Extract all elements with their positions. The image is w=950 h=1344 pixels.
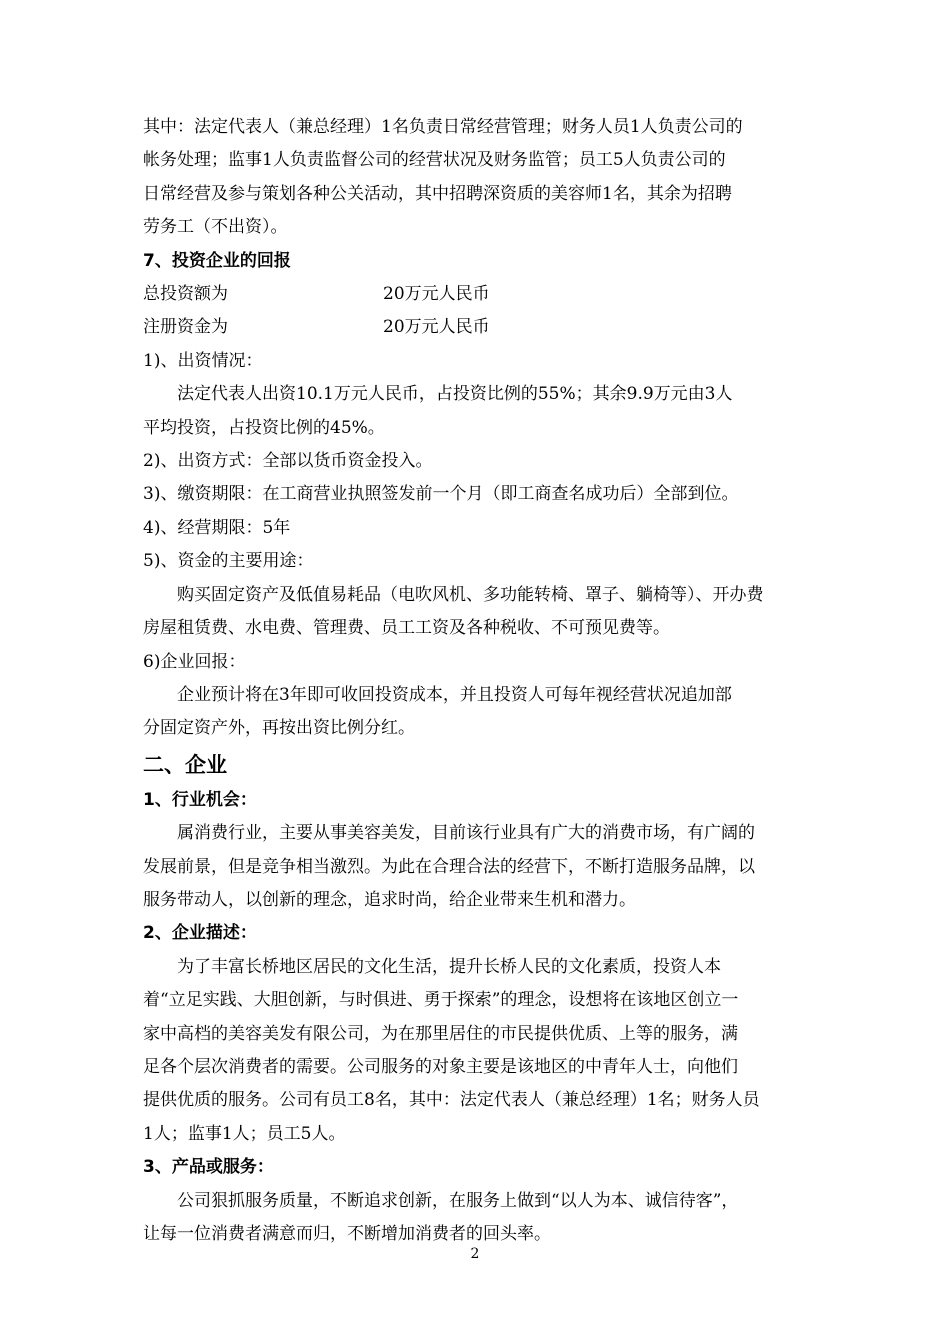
section-heading-2: 2、企业描述： bbox=[143, 923, 257, 944]
registered-capital-label: 注册资金为 bbox=[143, 317, 228, 338]
list-item: 6)企业回报： bbox=[143, 651, 246, 672]
page-number: 2 bbox=[470, 1246, 480, 1262]
registered-capital-row bbox=[143, 311, 808, 344]
total-investment-label: 总投资额为 bbox=[143, 284, 228, 305]
paragraph-line: 劳务工（不出资）。 bbox=[143, 217, 288, 238]
paragraph-line: 平均投资，占投资比例的45%。 bbox=[143, 417, 385, 438]
chapter-heading: 二、企业 bbox=[143, 752, 227, 777]
total-investment-value: 20万元人民币 bbox=[383, 284, 490, 305]
paragraph-line: 购买固定资产及低值易耗品（电吹风机、多功能转椅、罩子、躺椅等）、开办费 bbox=[177, 584, 764, 605]
section-heading-1: 1、行业机会： bbox=[143, 789, 257, 810]
total-investment-row bbox=[143, 278, 808, 311]
paragraph-line: 着“立足实践、大胆创新，与时俱进、勇于探索”的理念，设想将在该地区创立一 bbox=[143, 990, 739, 1011]
paragraph-line: 1人；监事1人；员工5人。 bbox=[143, 1123, 346, 1144]
paragraph-line: 公司狠抓服务质量，不断追求创新，在服务上做到“以人为本、诚信待客”， bbox=[177, 1190, 739, 1211]
page-body bbox=[143, 111, 808, 1251]
paragraph-line: 日常经营及参与策划各种公关活动，其中招聘深资质的美容师1名，其余为招聘 bbox=[143, 183, 732, 204]
paragraph-line: 提供优质的服务。公司有员工8名，其中：法定代表人（兼总经理）1名；财务人员 bbox=[143, 1090, 760, 1111]
paragraph-line: 家中高档的美容美发有限公司，为在那里居住的市民提供优质、上等的服务，满 bbox=[143, 1023, 738, 1044]
paragraph-line: 分固定资产外，再按出资比例分红。 bbox=[143, 718, 415, 739]
paragraph-line: 让每一位消费者满意而归，不断增加消费者的回头率。 bbox=[143, 1224, 551, 1244]
section-heading-7: 7、投资企业的回报 bbox=[143, 250, 291, 271]
paragraph-line: 其中：法定代表人（兼总经理）1名负责日常经营管理；财务人员1人负责公司的 bbox=[143, 117, 743, 137]
paragraph-line: 服务带动人，以创新的理念，追求时尚，给企业带来生机和潜力。 bbox=[143, 889, 636, 910]
paragraph-line: 属消费行业，主要从事美容美发，目前该行业具有广大的消费市场，有广阔的 bbox=[177, 823, 755, 844]
paragraph-line: 为了丰富长桥地区居民的文化生活，提升长桥人民的文化素质，投资人本 bbox=[177, 956, 721, 977]
paragraph-line: 房屋租赁费、水电费、管理费、员工工资及各种税收、不可预见费等。 bbox=[143, 618, 670, 639]
registered-capital-value: 20万元人民币 bbox=[383, 317, 490, 338]
paragraph-line: 企业预计将在3年即可收回投资成本，并且投资人可每年视经营状况追加部 bbox=[177, 684, 732, 705]
paragraph-line: 发展前景，但是竞争相当激烈。为此在合理合法的经营下，不断打造服务品牌，以 bbox=[143, 856, 755, 877]
paragraph-line: 足各个层次消费者的需要。公司服务的对象主要是该地区的中青年人士，向他们 bbox=[143, 1056, 738, 1077]
paragraph-line: 法定代表人出资10.1万元人民币，占投资比例的55%；其余9.9万元由3人 bbox=[177, 384, 733, 405]
list-item: 5)、资金的主要用途： bbox=[143, 551, 314, 572]
section-heading-3: 3、产品或服务： bbox=[143, 1157, 274, 1178]
list-item: 1)、出资情况： bbox=[143, 350, 263, 371]
list-item: 4)、经营期限：5年 bbox=[143, 517, 291, 538]
list-item: 3)、缴资期限：在工商营业执照签发前一个月（即工商查名成功后）全部到位。 bbox=[143, 484, 739, 505]
paragraph-line: 帐务处理；监事1人负责监督公司的经营状况及财务监管；员工5人负责公司的 bbox=[143, 150, 726, 171]
list-item: 2)、出资方式：全部以货币资金投入。 bbox=[143, 451, 433, 472]
